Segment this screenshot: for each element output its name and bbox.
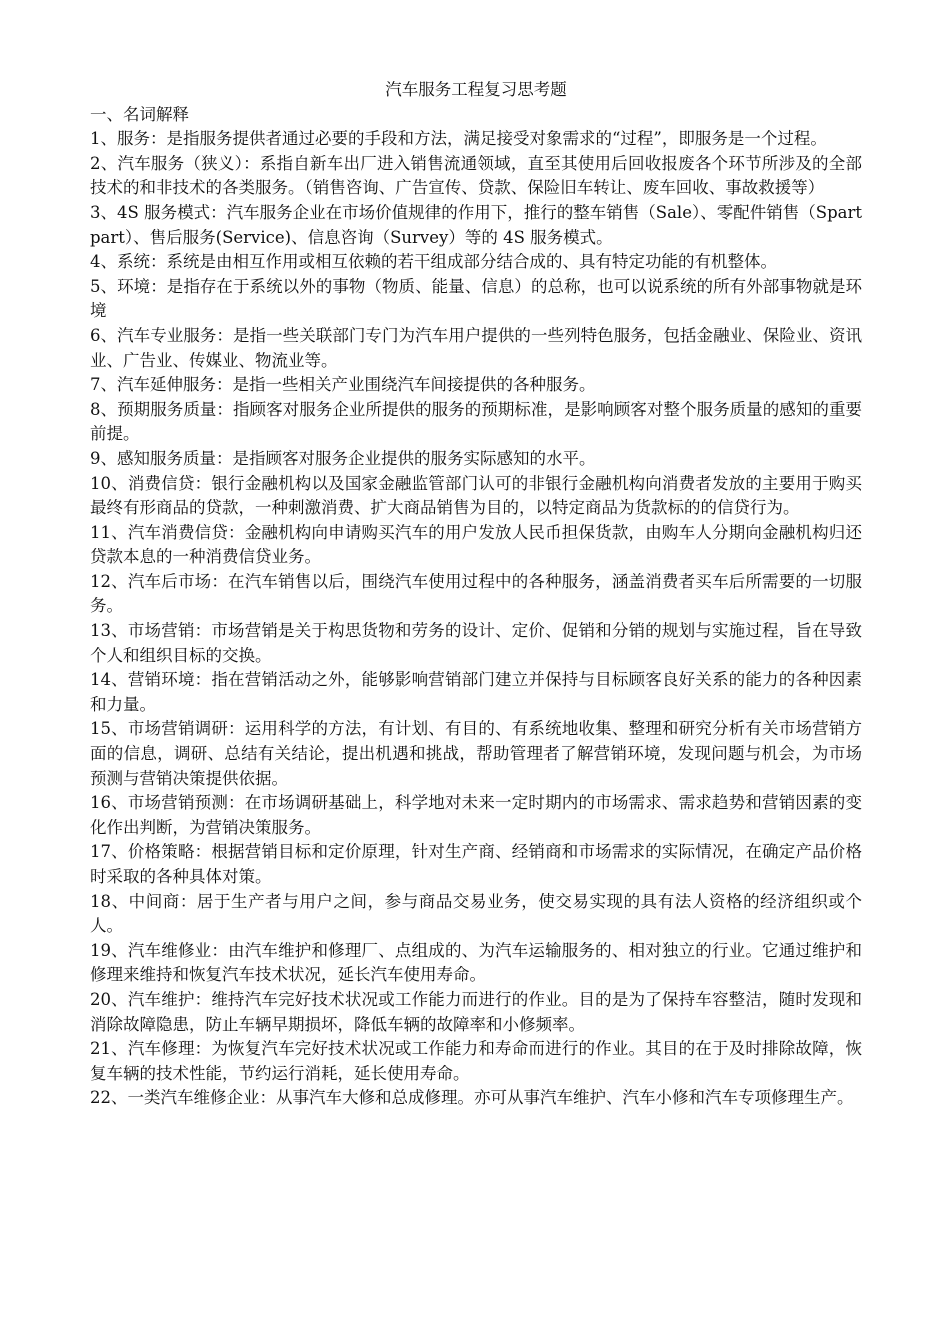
term-entry: 12、汽车后市场：在汽车销售以后，围绕汽车使用过程中的各种服务，涵盖消费者买车后所需要的一切服务。 xyxy=(90,571,862,616)
document-page xyxy=(90,78,862,1111)
term-entry: 3、4S 服务模式：汽车服务企业在市场价值规律的作用下，推行的整车销售（Sale）、零配件销售（Spart part）、售后服务(Service)、信息咨询（Survey）等的 4S 服务模式。 xyxy=(90,202,862,247)
term-entry: 20、汽车维护：维持汽车完好技术状况或工作能力而进行的作业。目的是为了保持车容整洁，随时发现和消除故障隐患，防止车辆早期损坏，降低车辆的故障率和小修频率。 xyxy=(90,989,862,1034)
term-entry: 15、市场营销调研：运用科学的方法，有计划、有目的、有系统地收集、整理和研究分析有关市场营销方面的信息，调研、总结有关结论，提出机遇和挑战，帮助管理者了解营销环境，发现问题与机会，为市场预测与营销决策提供依据。 xyxy=(90,719,862,788)
term-entry: 21、汽车修理：为恢复汽车完好技术状况或工作能力和寿命而进行的作业。其目的在于及时排除故障，恢复车辆的技术性能，节约运行消耗，延长使用寿命。 xyxy=(90,1039,862,1083)
term-entry: 1、服务：是指服务提供者通过必要的手段和方法，满足接受对象需求的“过程”，即服务是一个过程。 xyxy=(90,129,827,149)
term-entry: 17、价格策略：根据营销目标和定价原理，针对生产商、经销商和市场需求的实际情况，在确定产品价格时采取的各种具体对策。 xyxy=(90,842,862,886)
document-title: 汽车服务工程复习思考题 xyxy=(385,80,567,99)
term-entry: 2、汽车服务（狭义）：系指自新车出厂进入销售流通领域，直至其使用后回收报废各个环节所涉及的全部技术的和非技术的各类服务。（销售咨询、广告宣传、贷款、保险旧车转让、废车回收、事故救援等） xyxy=(90,153,862,198)
term-entry: 13、市场营销：市场营销是关于构思货物和劳务的设计、定价、促销和分销的规划与实施过程，旨在导致个人和组织目标的交换。 xyxy=(90,621,862,665)
section-definitions xyxy=(90,103,862,1111)
term-entry: 9、感知服务质量：是指顾客对服务企业提供的服务实际感知的水平。 xyxy=(90,448,596,468)
term-entry: 22、一类汽车维修企业：从事汽车大修和总成修理。亦可从事汽车维护、汽车小修和汽车专项修理生产。 xyxy=(90,1088,854,1108)
term-entry: 19、汽车维修业：由汽车维护和修理厂、点组成的、为汽车运输服务的、相对独立的行业。它通过维护和修理来维持和恢复汽车技术状况，延长汽车使用寿命。 xyxy=(90,940,862,985)
term-entry: 7、汽车延伸服务：是指一些相关产业围绕汽车间接提供的各种服务。 xyxy=(90,375,596,395)
term-entry: 6、汽车专业服务：是指一些关联部门专门为汽车用户提供的一些列特色服务，包括金融业、保险业、资讯业、广告业、传媒业、物流业等。 xyxy=(90,325,862,370)
section-heading: 一、名词解释 xyxy=(90,104,189,124)
term-entry: 5、环境：是指存在于系统以外的事物（物质、能量、信息）的总称，也可以说系统的所有外部事物就是环境 xyxy=(90,276,862,321)
term-entry: 18、中间商：居于生产者与用户之间，参与商品交易业务，使交易实现的具有法人资格的经济组织或个人。 xyxy=(90,891,862,936)
term-entry: 11、汽车消费信贷：金融机构向申请购买汽车的用户发放人民币担保货款，由购车人分期向金融机构归还贷款本息的一种消费信贷业务。 xyxy=(90,522,862,567)
term-entry: 10、消费信贷：银行金融机构以及国家金融监管部门认可的非银行金融机构向消费者发放的主要用于购买最终有形商品的贷款，一种刺激消费、扩大商品销售为目的，以特定商品为货款标的的信贷行为。 xyxy=(90,473,862,518)
term-entry: 16、市场营销预测：在市场调研基础上，科学地对未来一定时期内的市场需求、需求趋势和营销因素的变化作出判断，为营销决策服务。 xyxy=(90,793,862,837)
term-entry: 14、营销环境：指在营销活动之外，能够影响营销部门建立并保持与目标顾客良好关系的能力的各种因素和力量。 xyxy=(90,670,862,714)
term-entry: 8、预期服务质量：指顾客对服务企业所提供的服务的预期标准，是影响顾客对整个服务质量的感知的重要前提。 xyxy=(90,399,862,444)
term-entry: 4、系统：系统是由相互作用或相互依赖的若干组成部分结合成的、具有特定功能的有机整体。 xyxy=(90,252,777,272)
